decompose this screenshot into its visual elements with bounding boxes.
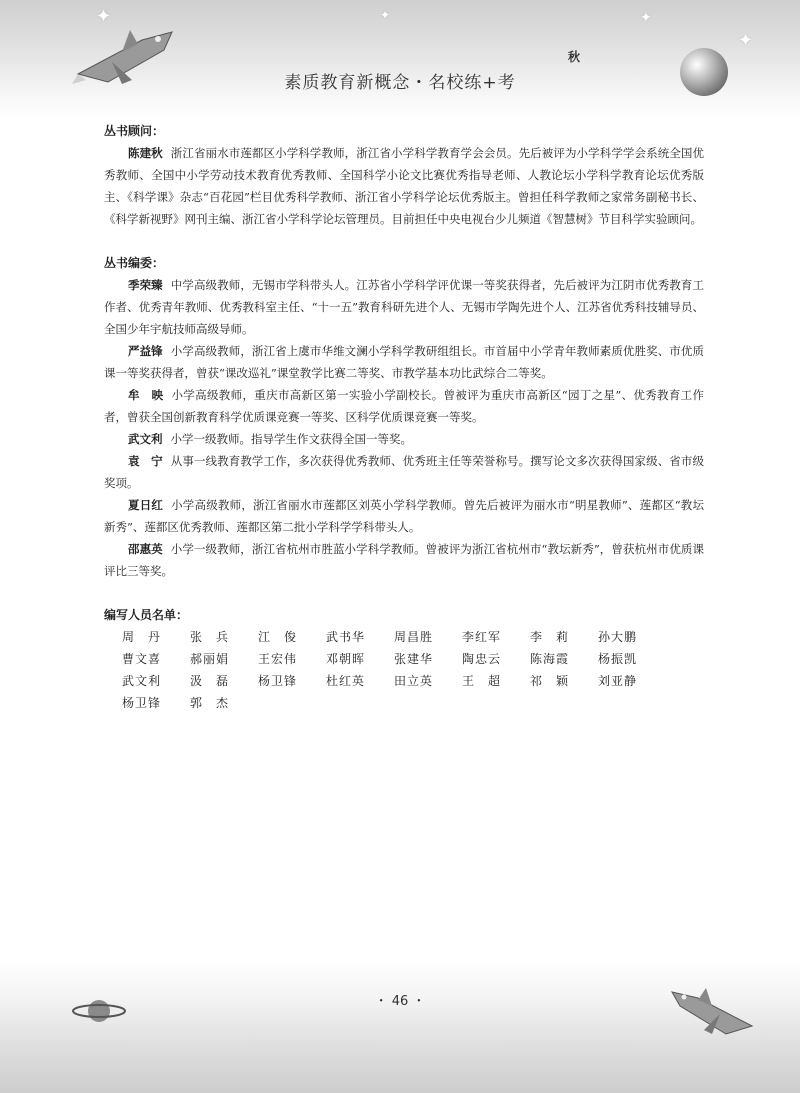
page-content xyxy=(104,120,704,714)
writers-row xyxy=(122,648,666,670)
writer-name: 张建华 xyxy=(394,652,434,666)
advisors-list xyxy=(104,142,704,230)
writer-name: 刘亚静 xyxy=(598,674,638,688)
writer-name: 郭 杰 xyxy=(190,696,230,710)
bio-entry xyxy=(104,340,704,384)
writers-row xyxy=(122,626,666,648)
writers-title: 编写人员名单： xyxy=(104,608,189,622)
star-icon: ✦ xyxy=(380,8,391,22)
writers-row xyxy=(122,670,666,692)
writer-name: 杜红英 xyxy=(326,674,366,688)
header-title: 素质教育新概念・名校练+考 xyxy=(284,73,516,93)
writer-name: 汲 磊 xyxy=(190,674,230,688)
writers-table xyxy=(122,626,666,714)
writer-name: 田立英 xyxy=(394,674,434,688)
writer-name: 孙大鹏 xyxy=(598,630,638,644)
editors-title: 丛书编委： xyxy=(104,256,165,270)
writer-name: 武文利 xyxy=(122,674,162,688)
star-icon: ✦ xyxy=(738,30,754,51)
writer-name: 杨振凯 xyxy=(598,652,638,666)
bio-text: 小学高级教师，浙江省上虞市华维文澜小学科学教研组组长。市首届中小学青年教师素质优胜奖、市优质课一等奖获得者，曾获“课改巡礼”课堂教学比赛二等奖、市教学基本功比武综合二等奖。 xyxy=(104,344,704,380)
bio-text: 从事一线教育教学工作，多次获得优秀教师、优秀班主任等荣誉称号。撰写论文多次获得国家级、省市级奖项。 xyxy=(104,454,704,490)
writer-name: 陶忠云 xyxy=(462,652,502,666)
bio-text: 小学一级教师。指导学生作文获得全国一等奖。 xyxy=(170,432,412,446)
writer-name: 李 莉 xyxy=(530,630,570,644)
star-icon: ✦ xyxy=(640,10,652,26)
writer-name: 邓朝晖 xyxy=(326,652,366,666)
bio-text: 小学一级教师，浙江省杭州市胜蓝小学科学教师。曾被评为浙江省杭州市“教坛新秀”，曾获杭州市优质课评比三等奖。 xyxy=(104,542,704,578)
bio-entry xyxy=(104,494,704,538)
bio-entry xyxy=(104,274,704,340)
advisors-title: 丛书顾问： xyxy=(104,124,165,138)
season-label: 秋 xyxy=(568,50,581,64)
bio-text: 中学高级教师，无锡市学科带头人。江苏省小学科学评优课一等奖获得者，先后被评为江阴市优秀教育工作者、优秀青年教师、优秀教科室主任、“十一五”教育科研先进个人、无锡市学陶先进个人、江苏省优秀科技辅导员、全国少年宇航技师高级导师。 xyxy=(104,278,704,336)
bio-entry xyxy=(104,538,704,582)
page-header xyxy=(0,0,800,120)
bio-name: 夏日红 xyxy=(128,498,164,512)
editors-list xyxy=(104,274,704,582)
page-number: ・ 46 ・ xyxy=(374,994,426,1009)
bio-name: 严益锋 xyxy=(128,344,163,358)
writer-name: 周 丹 xyxy=(122,630,162,644)
writer-name: 杨卫锋 xyxy=(122,696,162,710)
writer-name: 张 兵 xyxy=(190,630,230,644)
bio-name: 牟 映 xyxy=(128,388,164,402)
writer-name: 李红军 xyxy=(462,630,502,644)
bio-name: 陈建秋 xyxy=(128,146,163,160)
writer-name: 杨卫锋 xyxy=(258,674,298,688)
page-footer xyxy=(0,960,800,1093)
writer-name: 江 俊 xyxy=(258,630,298,644)
writer-name: 周昌胜 xyxy=(394,630,434,644)
writer-name: 王宏伟 xyxy=(258,652,298,666)
bio-name: 季荣臻 xyxy=(128,278,163,292)
writer-name: 曹文喜 xyxy=(122,652,162,666)
bio-text: 小学高级教师，浙江省丽水市莲都区刘英小学科学教师。曾先后被评为丽水市“明星教师”、莲都区“教坛新秀”、莲都区优秀教师、莲都区第二批小学科学学科带头人。 xyxy=(104,498,704,534)
bio-text: 小学高级教师，重庆市高新区第一实验小学副校长。曾被评为重庆市高新区“园丁之星”、优秀教育工作者，曾获全国创新教育科学优质课竞赛一等奖、区科学优质课竞赛一等奖。 xyxy=(104,388,704,424)
bio-entry xyxy=(104,428,704,450)
writer-name: 武书华 xyxy=(326,630,366,644)
bio-name: 武文利 xyxy=(128,432,163,446)
star-icon: ✦ xyxy=(96,6,112,27)
bio-entry xyxy=(104,450,704,494)
bio-name: 袁 宁 xyxy=(128,454,163,468)
writer-name: 王 超 xyxy=(462,674,502,688)
writer-name: 郝丽娟 xyxy=(190,652,230,666)
bio-entry xyxy=(104,384,704,428)
writer-name: 祁 颖 xyxy=(530,674,570,688)
writers-row xyxy=(122,692,666,714)
writer-name: 陈海霞 xyxy=(530,652,570,666)
bio-entry xyxy=(104,142,704,230)
bio-name: 邵惠英 xyxy=(128,542,163,556)
bio-text: 浙江省丽水市莲都区小学科学教师，浙江省小学科学教育学会会员。先后被评为小学科学学会系统全国优秀教师、全国中小学劳动技术教育优秀教师、全国科学小论文比赛优秀指导老师、人教论坛小学科学教育论坛优秀版主、《科学课》杂志“百花园”栏目优秀科学教师、浙江省小学科学论坛优秀版主。曾担任科学教师之家常务副秘书长、《科学新视野》网刊主编、浙江省小学科学论坛管理员。目前担任中央电视台少儿频道《智慧树》节目科学实验顾问。 xyxy=(104,146,704,226)
